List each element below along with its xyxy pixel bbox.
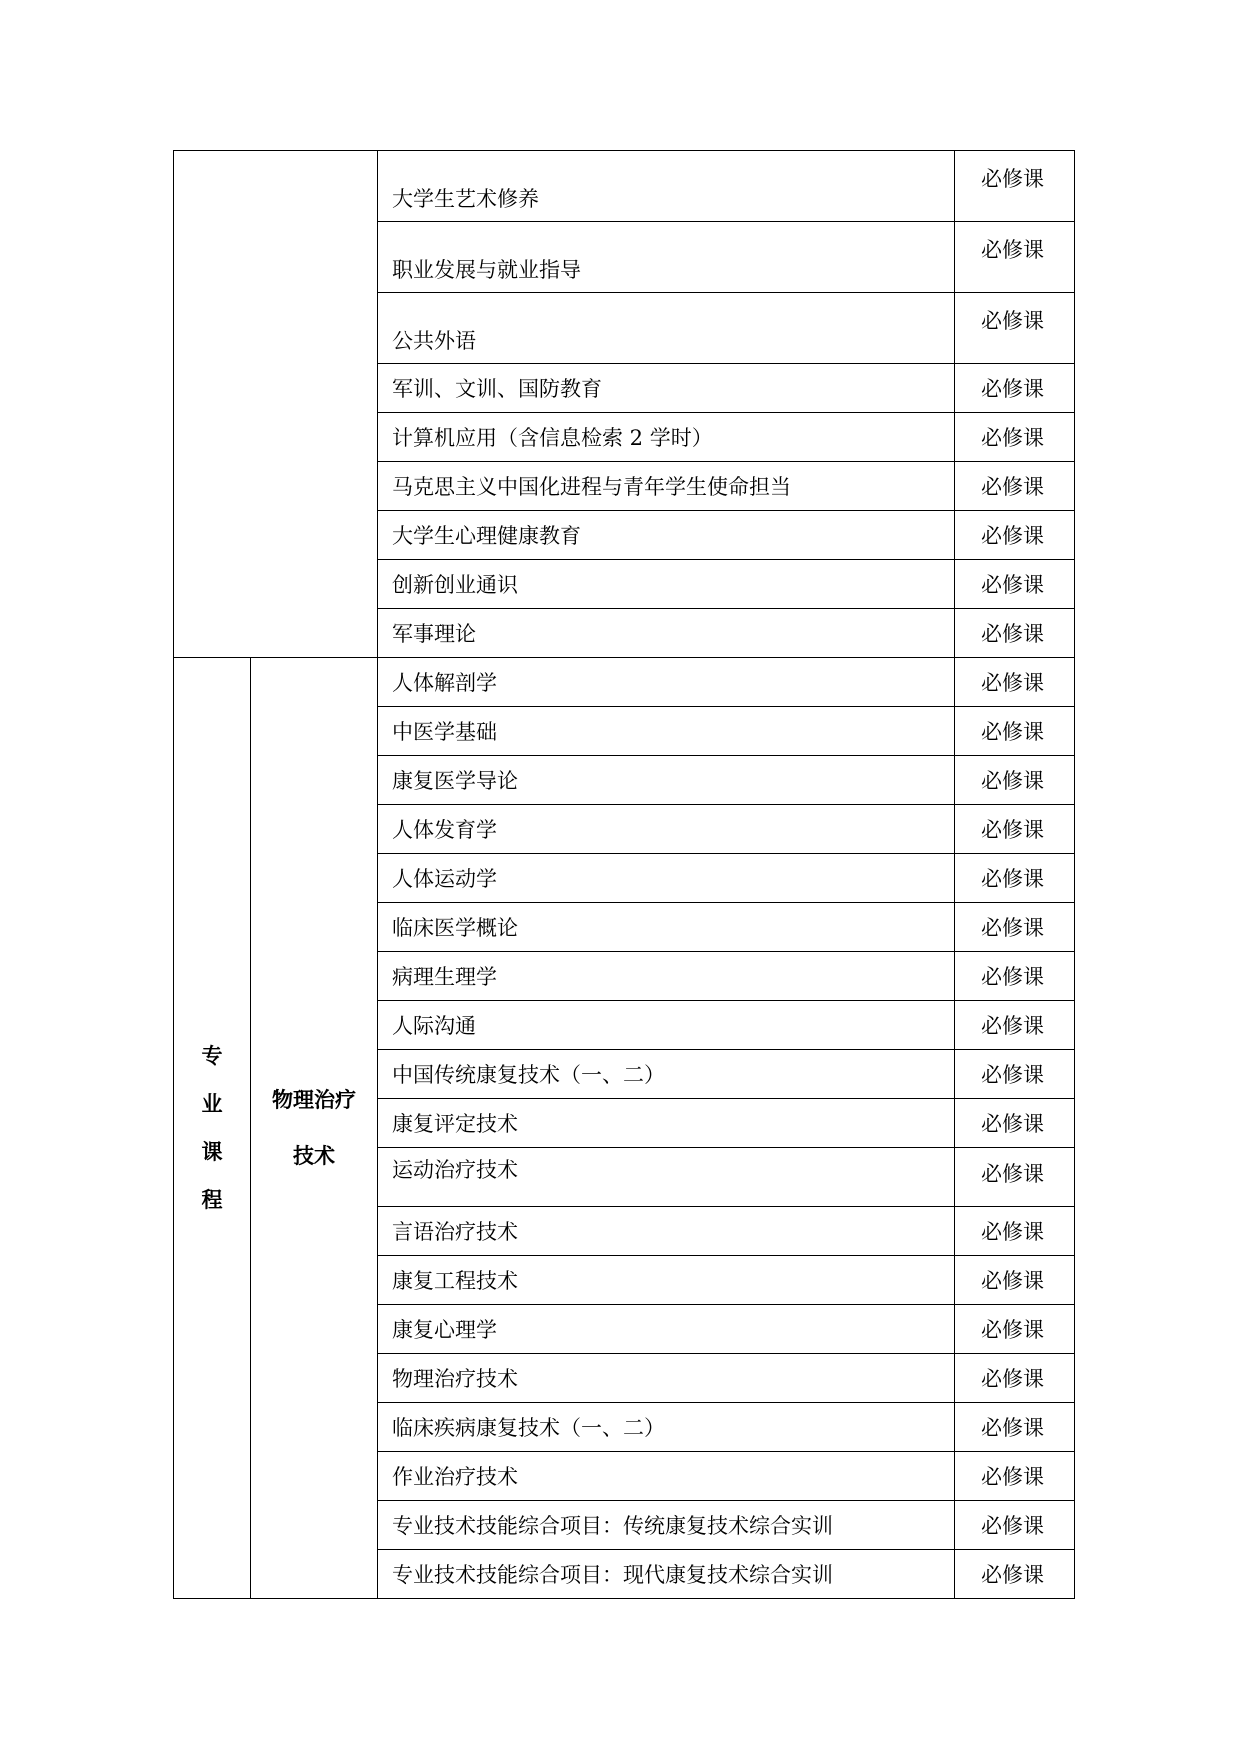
course-type: 必修课 bbox=[955, 364, 1075, 413]
course-type: 必修课 bbox=[955, 1403, 1075, 1452]
course-type: 必修课 bbox=[955, 1001, 1075, 1050]
course-type: 必修课 bbox=[955, 756, 1075, 805]
course-name: 临床医学概论 bbox=[378, 903, 955, 952]
table-row bbox=[174, 658, 1075, 707]
course-name: 马克思主义中国化进程与青年学生使命担当 bbox=[378, 462, 955, 511]
course-type: 必修课 bbox=[955, 560, 1075, 609]
course-name: 康复心理学 bbox=[378, 1305, 955, 1354]
course-type: 必修课 bbox=[955, 1207, 1075, 1256]
course-name: 军事理论 bbox=[378, 609, 955, 658]
course-type: 必修课 bbox=[955, 1305, 1075, 1354]
course-name: 人体解剖学 bbox=[378, 658, 955, 707]
course-type: 必修课 bbox=[955, 1148, 1075, 1207]
subcategory-label-line1: 物理治疗 bbox=[272, 1088, 356, 1112]
course-type: 必修课 bbox=[955, 413, 1075, 462]
course-type: 必修课 bbox=[955, 1452, 1075, 1501]
course-name: 病理生理学 bbox=[378, 952, 955, 1001]
course-type: 必修课 bbox=[955, 1256, 1075, 1305]
course-type: 必修课 bbox=[955, 903, 1075, 952]
course-type: 必修课 bbox=[955, 293, 1075, 364]
course-type: 必修课 bbox=[955, 1501, 1075, 1550]
course-name: 康复医学导论 bbox=[378, 756, 955, 805]
course-name: 专业技术技能综合项目：传统康复技术综合实训 bbox=[378, 1501, 955, 1550]
general-category-cell bbox=[174, 151, 378, 658]
table-row bbox=[174, 151, 1075, 222]
course-name: 中国传统康复技术（一、二） bbox=[378, 1050, 955, 1099]
course-name: 军训、文训、国防教育 bbox=[378, 364, 955, 413]
course-table bbox=[173, 150, 1075, 1599]
course-type: 必修课 bbox=[955, 222, 1075, 293]
course-name: 创新创业通识 bbox=[378, 560, 955, 609]
course-name: 大学生艺术修养 bbox=[378, 151, 955, 222]
major-category-label: 专 业 课 程 bbox=[201, 1044, 223, 1212]
course-name: 公共外语 bbox=[378, 293, 955, 364]
course-type: 必修课 bbox=[955, 151, 1075, 222]
course-type: 必修课 bbox=[955, 952, 1075, 1001]
course-name: 临床疾病康复技术（一、二） bbox=[378, 1403, 955, 1452]
major-category-cell bbox=[174, 658, 251, 1599]
course-type: 必修课 bbox=[955, 854, 1075, 903]
course-name: 物理治疗技术 bbox=[378, 1354, 955, 1403]
course-name: 中医学基础 bbox=[378, 707, 955, 756]
course-type: 必修课 bbox=[955, 1099, 1075, 1148]
course-name: 运动治疗技术 bbox=[378, 1148, 955, 1207]
course-name: 言语治疗技术 bbox=[378, 1207, 955, 1256]
course-name: 计算机应用（含信息检索 2 学时） bbox=[378, 413, 955, 462]
subcategory-label-line2: 技术 bbox=[293, 1144, 335, 1168]
course-type: 必修课 bbox=[955, 707, 1075, 756]
course-type: 必修课 bbox=[955, 658, 1075, 707]
course-name: 大学生心理健康教育 bbox=[378, 511, 955, 560]
course-type: 必修课 bbox=[955, 511, 1075, 560]
course-name: 作业治疗技术 bbox=[378, 1452, 955, 1501]
course-type: 必修课 bbox=[955, 1550, 1075, 1599]
course-name: 专业技术技能综合项目：现代康复技术综合实训 bbox=[378, 1550, 955, 1599]
course-type: 必修课 bbox=[955, 609, 1075, 658]
course-name: 人体运动学 bbox=[378, 854, 955, 903]
course-type: 必修课 bbox=[955, 1354, 1075, 1403]
course-name: 康复工程技术 bbox=[378, 1256, 955, 1305]
course-name: 康复评定技术 bbox=[378, 1099, 955, 1148]
course-name: 人际沟通 bbox=[378, 1001, 955, 1050]
course-name: 职业发展与就业指导 bbox=[378, 222, 955, 293]
course-type: 必修课 bbox=[955, 462, 1075, 511]
major-subcategory-cell bbox=[251, 658, 378, 1599]
course-type: 必修课 bbox=[955, 1050, 1075, 1099]
course-name: 人体发育学 bbox=[378, 805, 955, 854]
course-type: 必修课 bbox=[955, 805, 1075, 854]
